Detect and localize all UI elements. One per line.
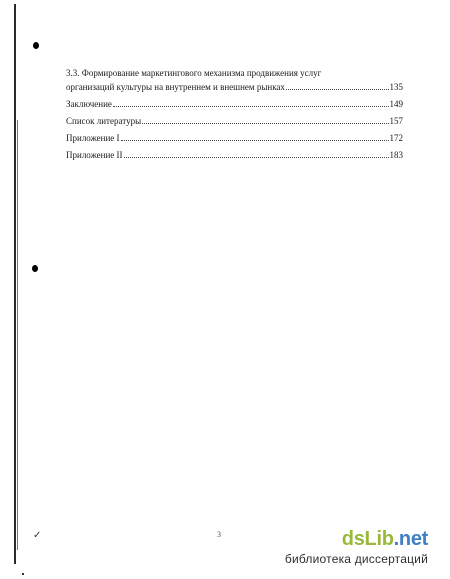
page-number: 3 [217,530,221,539]
toc-entry-page: 149 [389,99,403,109]
toc-entry-page: 157 [389,116,403,126]
toc-entry-page: 183 [389,150,403,160]
toc-leader-dots [286,88,389,90]
toc-entry-page: 172 [389,133,403,143]
toc-entry-label: Приложение I [66,133,120,143]
toc-entry-label: Приложение II [66,150,123,160]
toc-leader-dots [142,122,388,124]
dslib-logo [285,529,428,549]
toc-entry-label: Список литературы [66,116,142,126]
logo-text-dslib: dsLib [341,528,394,550]
toc-entry-label: организаций культуры на внутреннем и внешнем рынках [66,82,285,92]
punch-hole-mark-top [33,42,39,49]
toc-leader-dots [124,156,389,158]
toc-entry [66,133,403,143]
toc-entry [66,116,403,126]
punch-hole-mark-middle [32,265,38,272]
scan-edge-line [14,4,16,564]
toc-leader-dots [113,105,389,107]
scan-edge-line-secondary [17,120,18,550]
dslib-watermark[interactable] [285,529,428,566]
scan-tick-mark-icon: ✓ [33,530,42,541]
toc-entry-label: Заключение [66,99,112,109]
watermark-tagline: библиотека диссертаций [284,552,428,566]
toc-entry [66,150,403,160]
logo-text-net: .net [393,528,428,550]
toc-entry-page: 135 [389,82,403,92]
toc-entry [66,99,403,109]
scan-dot-mark [22,573,24,575]
toc-leader-dots [121,139,389,141]
toc-entry [66,82,403,92]
toc-intro-line: 3.3. Формирование маркетингового механизма продвижения услуг [66,68,322,78]
